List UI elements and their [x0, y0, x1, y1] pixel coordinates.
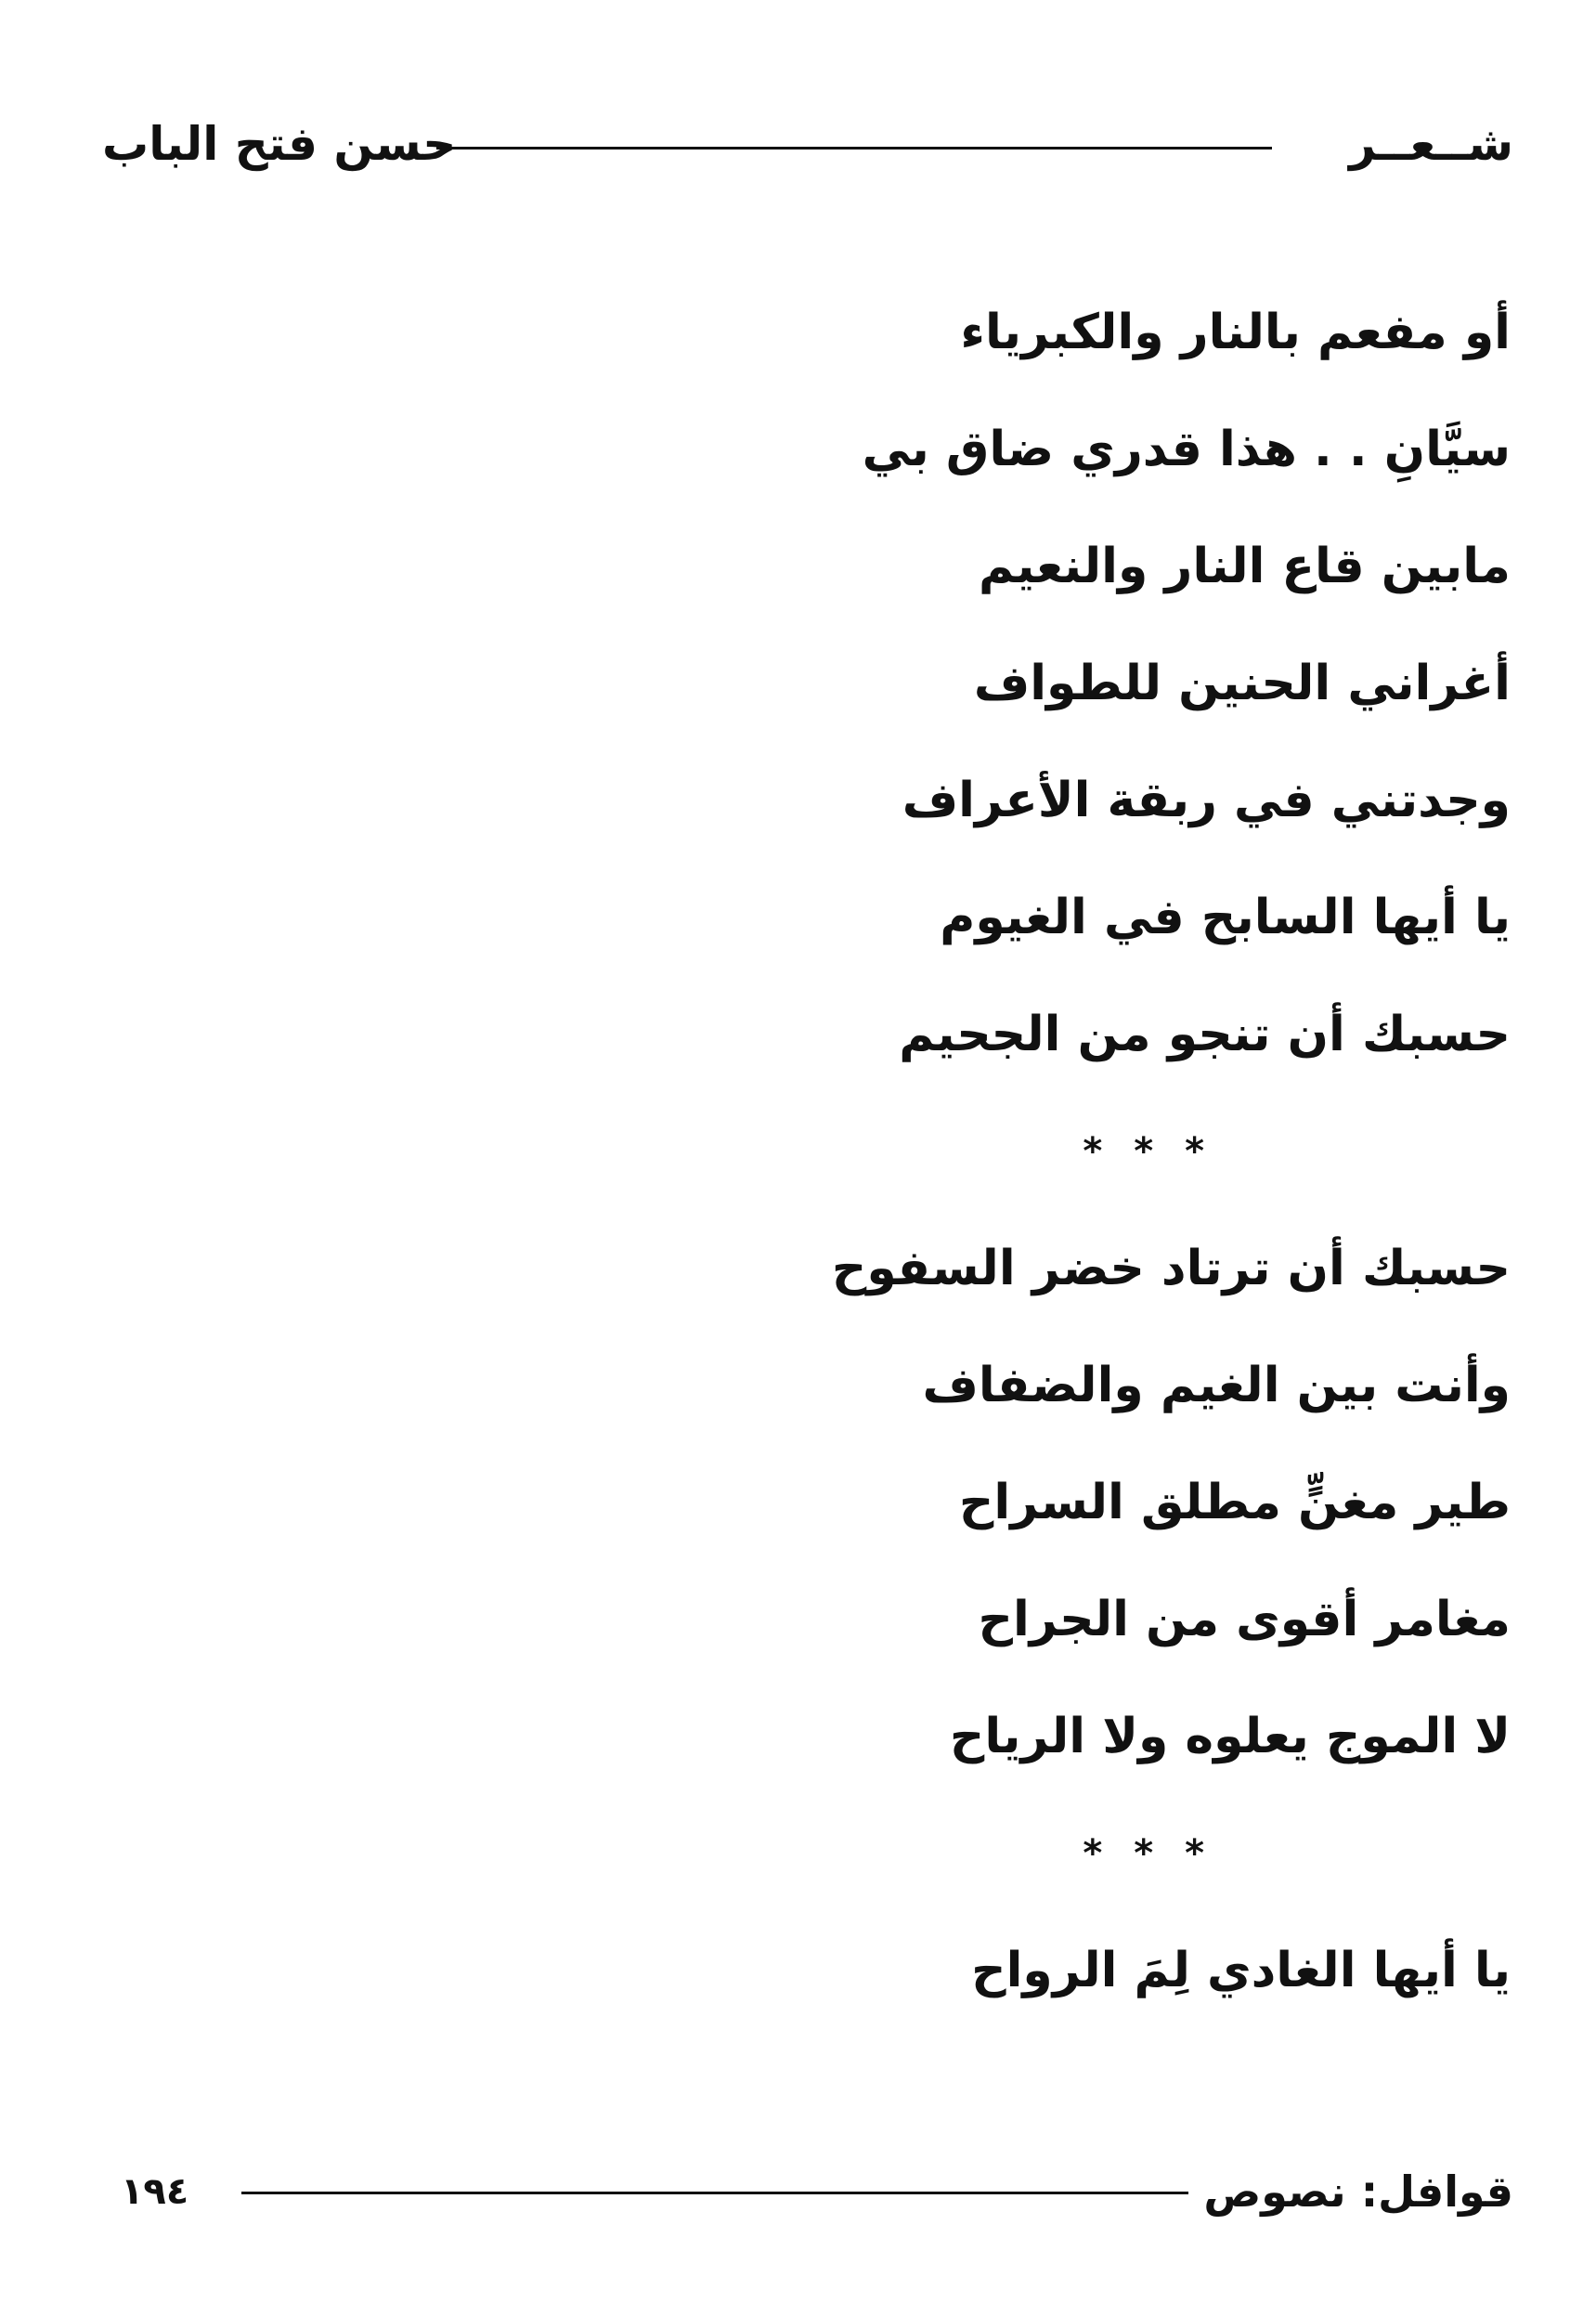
poem-line: مغامر أقوى من الجراح: [978, 1592, 1511, 1647]
poem-line: طير مغنٍّ مطلق السراح: [958, 1475, 1511, 1530]
stanza-separator: * * *: [1083, 1130, 1213, 1173]
page-footer: [102, 2154, 1513, 2229]
page-header: [102, 102, 1513, 186]
poem-line: سيَّانِ . . هذا قدري ضاق بي: [862, 422, 1511, 477]
poem-line: حسبك أن ترتاد خضر السفوح: [831, 1241, 1511, 1296]
poem-line: أو مفعم بالنار والكبرياء: [960, 305, 1511, 360]
footer-rule: [241, 2192, 1188, 2194]
poem-line: يا أيها السابح في الغيوم: [940, 890, 1511, 945]
journal-name: قوافل: نصوص: [1203, 2166, 1513, 2217]
page-number: ١٩٤: [121, 2170, 189, 2213]
poem-line: مابين قاع النار والنعيم: [979, 539, 1511, 594]
poem-line: يا أيها الغادي لِمَ الرواح: [971, 1943, 1511, 1998]
stanza-separator: * * *: [1083, 1832, 1213, 1875]
section-title: شــعــر: [1349, 117, 1513, 171]
poem-line: أغراني الحنين للطواف: [973, 656, 1511, 711]
poem-line: وجدتني في ربقة الأعراف: [902, 773, 1511, 828]
poem-body: [396, 274, 1511, 2029]
poem-line: وأنت بين الغيم والضفاف: [922, 1358, 1511, 1413]
poem-line: حسبك أن تنجو من الجحيم: [899, 1007, 1511, 1062]
author-name: حسن فتح الباب: [102, 117, 457, 171]
poem-line: لا الموج يعلوه ولا الرياح: [949, 1709, 1511, 1764]
header-rule: [436, 147, 1272, 150]
